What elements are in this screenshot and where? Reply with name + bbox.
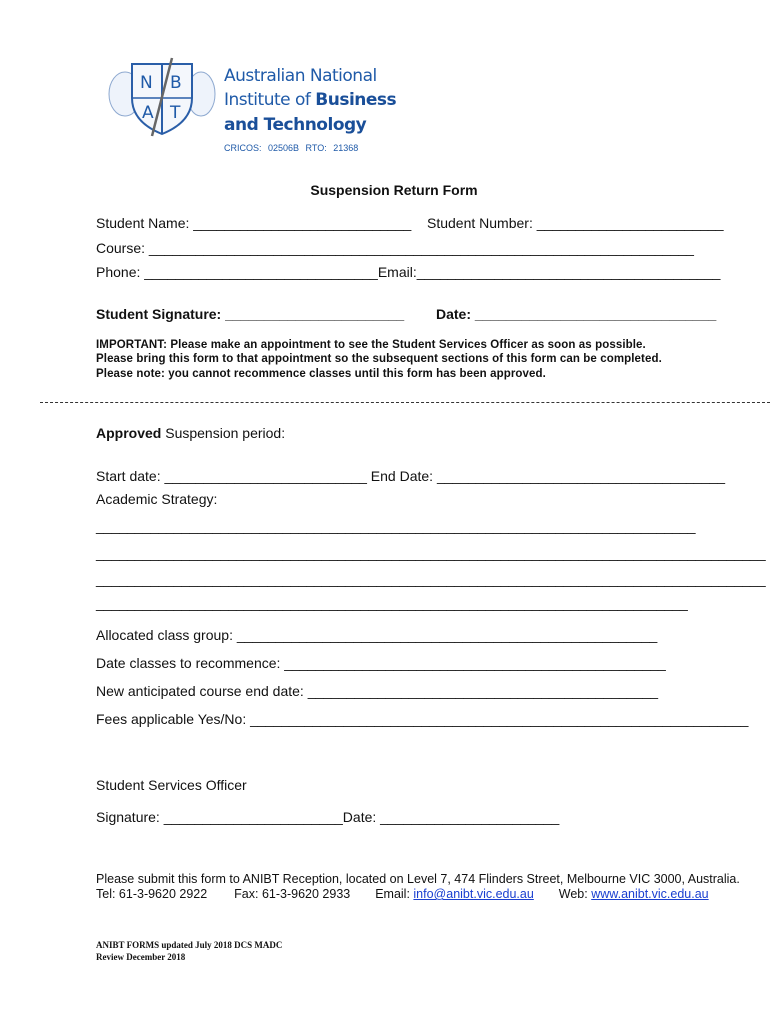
officer-signature-field[interactable]: Signature: _______________________Date: _______________________ (96, 809, 560, 825)
class-group-field[interactable]: Allocated class group: ______________________________________________________ (96, 627, 658, 643)
anibt-logo-emblem (102, 54, 218, 138)
footer-fax: Fax: 61-3-9620 2933 (234, 887, 351, 901)
footer-web-label: Web: (558, 887, 592, 901)
logo-line-2b: Business (315, 90, 397, 110)
footer-email-label: Email: (375, 887, 414, 901)
important-line-1: IMPORTANT: Please make an appointment to see the Student Services Officer as soon as possible. (96, 339, 646, 351)
logo-line-2a: Institute of (224, 90, 316, 110)
strategy-line-2[interactable]: ______________________________________________________________________________________ (96, 545, 766, 561)
form-meta-line-2: Review December 2018 (96, 952, 186, 962)
logo-letter-n: N (140, 73, 153, 93)
course-end-date-field[interactable]: New anticipated course end date: _____________________________________________ (96, 683, 659, 699)
fees-applicable-field[interactable]: Fees applicable Yes/No: ________________________________________________________________ (96, 711, 749, 727)
course-field[interactable]: Course: ______________________________________________________________________ (96, 240, 694, 256)
approved-heading (96, 425, 285, 441)
form-title: Suspension Return Form (310, 182, 478, 198)
logo-letter-a: A (142, 103, 154, 123)
logo-letter-t: T (170, 103, 181, 123)
student-name-field[interactable]: Student Name: ____________________________ (96, 215, 412, 231)
academic-strategy-label: Academic Strategy: (96, 491, 218, 507)
student-number-field[interactable]: Student Number: ________________________ (427, 215, 724, 231)
footer-contacts (96, 887, 709, 901)
footer-web-link[interactable]: www.anibt.vic.edu.au (591, 887, 709, 901)
footer-email-link[interactable]: info@anibt.vic.edu.au (413, 887, 534, 901)
important-line-2: Please bring this form to that appointment so the subsequent sections of this form can be completed. (96, 353, 662, 365)
form-meta-line-1: ANIBT FORMS updated July 2018 DCS MADC (96, 940, 283, 950)
signature-date-field[interactable]: Date: _______________________________ (436, 306, 717, 322)
important-line-3: Please note: you cannot recommence classes until this form has been approved. (96, 368, 546, 380)
logo-letter-b: B (170, 73, 182, 93)
footer-tel: Tel: 61-3-9620 2922 (96, 887, 208, 901)
strategy-line-3[interactable]: ______________________________________________________________________________________ (96, 571, 766, 587)
strategy-line-1[interactable]: _____________________________________________________________________________ (96, 518, 696, 534)
logo-line-1: Australian National (224, 66, 377, 86)
approved-bold: Approved (96, 425, 162, 441)
student-signature-field[interactable]: Student Signature: _______________________ (96, 306, 405, 322)
logo-line-3-text: and Technology (224, 115, 367, 135)
start-end-date-field[interactable]: Start date: __________________________ End Date: _____________________________________ (96, 468, 726, 484)
logo-line-2 (224, 90, 396, 110)
recommence-date-field[interactable]: Date classes to recommence: _________________________________________________ (96, 655, 666, 671)
cricos-rto: CRICOS: 02506B RTO: 21368 (224, 143, 359, 153)
footer-address: Please submit this form to ANIBT Reception, located on Level 7, 474 Flinders Street, Melbourne VIC 3000, Australia. (96, 872, 740, 886)
approved-rest: Suspension period: (161, 425, 286, 441)
officer-heading: Student Services Officer (96, 777, 247, 793)
logo-line-3 (224, 115, 366, 135)
cut-line-divider (40, 402, 770, 403)
strategy-line-4[interactable]: ____________________________________________________________________________ (96, 595, 688, 611)
phone-email-field[interactable]: Phone: ______________________________Email:_______________________________________ (96, 264, 721, 280)
